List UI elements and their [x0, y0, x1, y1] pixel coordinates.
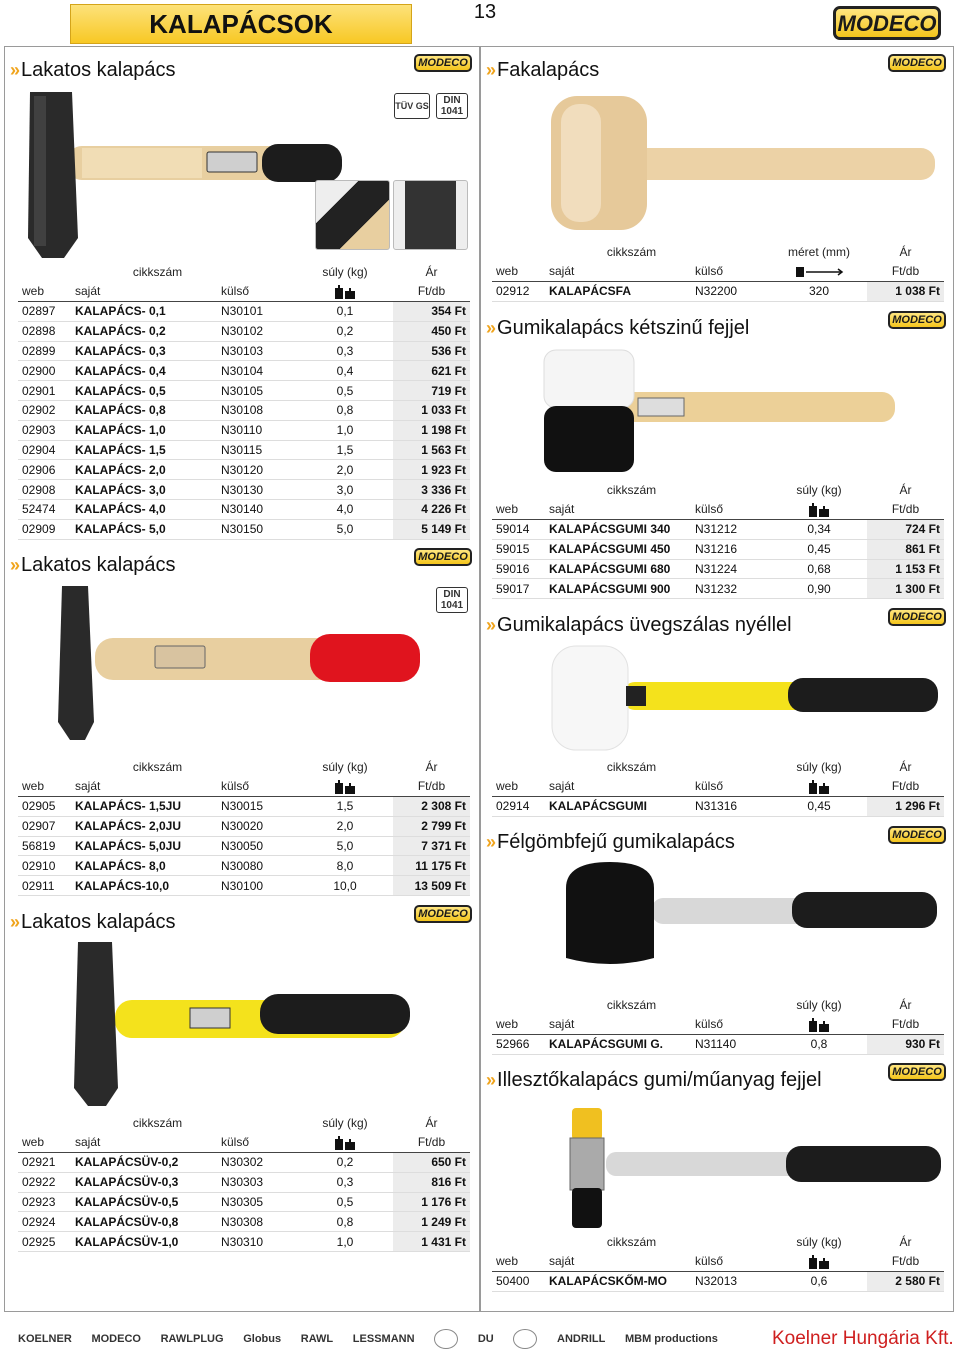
own-code: KALAPÁCSFA: [545, 282, 691, 302]
price: 536 Ft: [393, 341, 470, 361]
table-row: [18, 420, 470, 440]
value: 3,0: [297, 480, 393, 500]
table-row: [492, 1272, 944, 1292]
price: 5 149 Ft: [393, 519, 470, 539]
web-code: 59014: [492, 520, 545, 540]
footer-logo-strip: [18, 1326, 718, 1352]
own-code: KALAPÁCSÜV-1,0: [71, 1232, 217, 1252]
page-title: KALAPÁCSOK: [70, 4, 412, 44]
section-title-felgombfeju: »Félgömbfejű gumikalapács: [486, 831, 735, 853]
web-code: 59016: [492, 559, 545, 579]
modeco-logo: MODECO: [888, 311, 946, 329]
price: 354 Ft: [393, 302, 470, 322]
own-code: KALAPÁCSGUMI: [545, 797, 691, 817]
external-code: N31140: [691, 1035, 771, 1055]
modeco-logo: MODECO: [414, 905, 472, 923]
external-code: N30101: [217, 302, 297, 322]
value: 0,45: [771, 539, 867, 559]
partner-logo: KOELNER: [18, 1333, 72, 1345]
price: 4 226 Ft: [393, 500, 470, 520]
value: 0,90: [771, 579, 867, 599]
value: 0,8: [297, 401, 393, 421]
table-row: [18, 321, 470, 341]
lakatos-hammer-fiberglass-image: [60, 938, 420, 1108]
web-code: 02907: [18, 816, 71, 836]
web-code: 02905: [18, 797, 71, 817]
tuv-gs-cert-icon: TÜV GS: [394, 93, 430, 119]
external-code: N30305: [217, 1192, 297, 1212]
price: 1 153 Ft: [867, 559, 944, 579]
table-row: [18, 341, 470, 361]
external-code: N30100: [217, 876, 297, 896]
external-code: N30115: [217, 440, 297, 460]
web-code: 56819: [18, 836, 71, 856]
wooden-mallet-image: [545, 92, 940, 237]
value: 5,0: [297, 836, 393, 856]
value: 320: [771, 282, 867, 302]
web-code: 02910: [18, 856, 71, 876]
weight-icon: [334, 285, 356, 299]
footer-company-name: Koelner Hungária Kft.: [772, 1328, 954, 1349]
table-row: [18, 1153, 470, 1173]
weight-icon: [334, 780, 356, 794]
own-code: KALAPÁCS- 1,5JU: [71, 797, 217, 817]
value: 0,3: [297, 341, 393, 361]
table-row: [18, 480, 470, 500]
web-code: 02903: [18, 420, 71, 440]
modeco-logo-header: MODECO: [833, 6, 941, 40]
external-code: N31212: [691, 520, 771, 540]
own-code: KALAPÁCS- 5,0JU: [71, 836, 217, 856]
external-code: N30104: [217, 361, 297, 381]
web-code: 02923: [18, 1192, 71, 1212]
table-row: [18, 1232, 470, 1252]
external-code: N30015: [217, 797, 297, 817]
modeco-logo: MODECO: [888, 826, 946, 844]
modeco-logo: MODECO: [888, 1063, 946, 1081]
two-color-rubber-mallet-image: [540, 346, 900, 476]
web-code: 02902: [18, 401, 71, 421]
value: 0,2: [297, 321, 393, 341]
table-row: [18, 381, 470, 401]
price: 1 300 Ft: [867, 579, 944, 599]
web-code: 02914: [492, 797, 545, 817]
own-code: KALAPÁCS- 8,0: [71, 856, 217, 876]
value: 10,0: [297, 876, 393, 896]
price: 3 336 Ft: [393, 480, 470, 500]
partner-logo: ANDRILL: [557, 1333, 606, 1345]
page-number: 13: [473, 1, 497, 23]
web-code: 50400: [492, 1272, 545, 1292]
own-code: KALAPÁCSÜV-0,5: [71, 1192, 217, 1212]
value: 5,0: [297, 519, 393, 539]
price: 2 799 Ft: [393, 816, 470, 836]
web-code: 52474: [18, 500, 71, 520]
table-row: [492, 520, 944, 540]
length-icon: [794, 265, 844, 279]
external-code: N32200: [691, 282, 771, 302]
own-code: KALAPÁCSGUMI 900: [545, 579, 691, 599]
own-code: KALAPÁCS- 2,0JU: [71, 816, 217, 836]
value: 0,8: [297, 1212, 393, 1232]
price: 13 509 Ft: [393, 876, 470, 896]
web-code: 02897: [18, 302, 71, 322]
lakatos-hammer-image: [12, 88, 352, 260]
partner-logo: RAWLPLUG: [160, 1333, 224, 1345]
value: 0,5: [297, 381, 393, 401]
own-code: KALAPÁCS- 3,0: [71, 480, 217, 500]
table-row: [18, 361, 470, 381]
value: 1,0: [297, 420, 393, 440]
price: 930 Ft: [867, 1035, 944, 1055]
own-code: KALAPÁCS- 1,5: [71, 440, 217, 460]
external-code: N30302: [217, 1153, 297, 1173]
web-code: 02912: [492, 282, 545, 302]
own-code: KALAPÁCS- 0,2: [71, 321, 217, 341]
own-code: KALAPÁCS- 0,5: [71, 381, 217, 401]
price-table-illesztokalapacs: cikkszám súly (kg) Ár web saját külső Ft/db 50400 KALAPÁCSKŐM-MO N32013 0,6 2 580 Ft: [492, 1232, 944, 1292]
price: 1 923 Ft: [393, 460, 470, 480]
price: 7 371 Ft: [393, 836, 470, 856]
table-row: [18, 836, 470, 856]
own-code: KALAPÁCSGUMI 340: [545, 520, 691, 540]
value: 0,3: [297, 1172, 393, 1192]
value: 0,68: [771, 559, 867, 579]
value: 1,5: [297, 440, 393, 460]
external-code: N30150: [217, 519, 297, 539]
own-code: KALAPÁCS- 4,0: [71, 500, 217, 520]
price: 1 198 Ft: [393, 420, 470, 440]
external-code: N30130: [217, 480, 297, 500]
partner-logo: [513, 1329, 537, 1349]
table-row: [18, 856, 470, 876]
external-code: N30140: [217, 500, 297, 520]
partner-logo: RAWL: [300, 1333, 334, 1345]
price: 1 249 Ft: [393, 1212, 470, 1232]
value: 0,5: [297, 1192, 393, 1212]
price: 1 176 Ft: [393, 1192, 470, 1212]
price: 816 Ft: [393, 1172, 470, 1192]
price-table-fakalapacs: cikkszám méret (mm) Ár web saját külső Ft/db 02912 KALAPÁCSFA N32200 320 1 038 Ft: [492, 242, 944, 302]
price-table-lakatos-3: cikkszám súly (kg) Ár web saját külső Ft/db 02921 KALAPÁCSÜV-0,2 N30302 0,2 650 Ft 02922 KALAPÁCSÜV-0,3 N30303 0,3 816 Ft 02923 KALAPÁCSÜV-0,5 N30305 0,5 1 176 Ft 02924 KALAPÁCSÜV-0,8 N30308 0,8 1 249 Ft 02925 KALAPÁCSÜV-1,0 N30310 1,0 1 431 Ft: [18, 1113, 470, 1252]
weight-icon: [808, 1255, 830, 1269]
value: 2,0: [297, 460, 393, 480]
table-row: [18, 519, 470, 539]
own-code: KALAPÁCS- 0,4: [71, 361, 217, 381]
own-code: KALAPÁCS- 0,3: [71, 341, 217, 361]
price: 861 Ft: [867, 539, 944, 559]
value: 2,0: [297, 816, 393, 836]
value: 0,2: [297, 1153, 393, 1173]
din-cert-icon: DIN 1041: [436, 587, 468, 613]
external-code: N32013: [691, 1272, 771, 1292]
own-code: KALAPÁCSÜV-0,8: [71, 1212, 217, 1232]
table-row: [18, 500, 470, 520]
external-code: N31216: [691, 539, 771, 559]
price: 2 308 Ft: [393, 797, 470, 817]
section-title-lakatos-3: »Lakatos kalapács: [10, 911, 176, 933]
table-row: [492, 539, 944, 559]
table-row: [492, 1035, 944, 1055]
own-code: KALAPÁCSGUMI G.: [545, 1035, 691, 1055]
external-code: N30120: [217, 460, 297, 480]
web-code: 02906: [18, 460, 71, 480]
half-round-rubber-mallet-image: [562, 858, 942, 973]
modeco-logo: MODECO: [888, 54, 946, 72]
fiberglass-rubber-mallet-image: [548, 642, 943, 754]
web-code: 02904: [18, 440, 71, 460]
section-title-lakatos-1: »Lakatos kalapács: [10, 59, 176, 81]
section-title-gumikalapacs-ketszinu: »Gumikalapács kétszinű fejjel: [486, 317, 750, 339]
table-row: [18, 440, 470, 460]
web-code: 52966: [492, 1035, 545, 1055]
external-code: N30303: [217, 1172, 297, 1192]
own-code: KALAPÁCS- 2,0: [71, 460, 217, 480]
own-code: KALAPÁCSÜV-0,2: [71, 1153, 217, 1173]
web-code: 02899: [18, 341, 71, 361]
external-code: N30308: [217, 1212, 297, 1232]
weight-icon: [808, 1018, 830, 1032]
section-title-gumikalapacs-uvegszalas: »Gumikalapács üvegszálas nyéllel: [486, 614, 792, 636]
hammer-detail-thumb-1: [315, 180, 390, 250]
web-code: 59015: [492, 539, 545, 559]
value: 0,4: [297, 361, 393, 381]
own-code: KALAPÁCSÜV-0,3: [71, 1172, 217, 1192]
value: 0,6: [771, 1272, 867, 1292]
own-code: KALAPÁCS- 1,0: [71, 420, 217, 440]
web-code: 02911: [18, 876, 71, 896]
external-code: N31224: [691, 559, 771, 579]
price: 450 Ft: [393, 321, 470, 341]
web-code: 59017: [492, 579, 545, 599]
own-code: KALAPÁCS- 0,8: [71, 401, 217, 421]
weight-icon: [334, 1136, 356, 1150]
modeco-logo: MODECO: [414, 54, 472, 72]
external-code: N30105: [217, 381, 297, 401]
price-table-lakatos-1: cikkszám súly (kg) Ár web saját külső Ft/db 02897 KALAPÁCS- 0,1 N30101 0,1 354 Ft 02898 KALAPÁCS- 0,2 N30102 0,2 450 Ft 02899 KALAPÁCS- 0,3 N30103 0,3 536 Ft 02900 KALAPÁCS- 0,4 N30104 0,4 621 Ft 02901 KALAPÁCS- 0,5 N30105 0,5 719 Ft 02902 KALAPÁCS- 0,8 N30108 0,8 1 033 Ft 02903 KALAPÁCS- 1,0 N30110 1,0 1 198 Ft 02904 KALAPÁCS- 1,5 N30115 1,5 1 563 Ft 02906 KALAPÁCS- 2,0 N30120 2,0 1 923 Ft 02908 KALAPÁCS- 3,0 N30130 3,0 3 336 Ft 52474 KALAPÁCS- 4,0 N30140 4,0 4 226 Ft 02909 KALAPÁCS- 5,0 N30150 5,0 5 149 Ft: [18, 262, 470, 540]
web-code: 02925: [18, 1232, 71, 1252]
price-table-lakatos-2: cikkszám súly (kg) Ár web saját külső Ft/db 02905 KALAPÁCS- 1,5JU N30015 1,5 2 308 Ft 02907 KALAPÁCS- 2,0JU N30020 2,0 2 799 Ft 56819 KALAPÁCS- 5,0JU N30050 5,0 7 371 Ft 02910 KALAPÁCS- 8,0 N30080 8,0 11 175 Ft 02911 KALAPÁCS-10,0 N30100 10,0 13 509 Ft: [18, 757, 470, 896]
value: 1,0: [297, 1232, 393, 1252]
price-table-gumikalapacs-uvegszalas: cikkszám súly (kg) Ár web saját külső Ft/db 02914 KALAPÁCSGUMI N31316 0,45 1 296 Ft: [492, 757, 944, 817]
price: 621 Ft: [393, 361, 470, 381]
table-row: [18, 797, 470, 817]
external-code: N30108: [217, 401, 297, 421]
own-code: KALAPÁCS-10,0: [71, 876, 217, 896]
web-code: 02898: [18, 321, 71, 341]
external-code: N30050: [217, 836, 297, 856]
price: 1 296 Ft: [867, 797, 944, 817]
table-row: [18, 302, 470, 322]
own-code: KALAPÁCSGUMI 450: [545, 539, 691, 559]
table-row: [18, 816, 470, 836]
price: 2 580 Ft: [867, 1272, 944, 1292]
value: 0,1: [297, 302, 393, 322]
section-title-illesztokalapacs: »Illesztőkalapács gumi/műanyag fejjel: [486, 1069, 822, 1091]
weight-icon: [808, 780, 830, 794]
price: 11 175 Ft: [393, 856, 470, 876]
table-row: [18, 401, 470, 421]
external-code: N30102: [217, 321, 297, 341]
soft-face-mallet-image: [566, 1104, 946, 1230]
price-table-felgombfeju: cikkszám súly (kg) Ár web saját külső Ft/db 52966 KALAPÁCSGUMI G. N31140 0,8 930 Ft: [492, 995, 944, 1055]
web-code: 02909: [18, 519, 71, 539]
lakatos-hammer-red-handle-image: [40, 582, 430, 742]
web-code: 02924: [18, 1212, 71, 1232]
external-code: N31316: [691, 797, 771, 817]
external-code: N30310: [217, 1232, 297, 1252]
price: 724 Ft: [867, 520, 944, 540]
price-table-gumikalapacs-ketszinu: cikkszám súly (kg) Ár web saját külső Ft/db 59014 KALAPÁCSGUMI 340 N31212 0,34 724 Ft 59015 KALAPÁCSGUMI 450 N31216 0,45 861 Ft 59016 KALAPÁCSGUMI 680 N31224 0,68 1 153 Ft 59017 KALAPÁCSGUMI 900 N31232 0,90 1 300 Ft: [492, 480, 944, 599]
price: 719 Ft: [393, 381, 470, 401]
weight-icon: [808, 503, 830, 517]
partner-logo: DU: [477, 1333, 494, 1345]
partner-logo: MBM productions: [624, 1333, 718, 1345]
value: 0,34: [771, 520, 867, 540]
external-code: N31232: [691, 579, 771, 599]
value: 0,45: [771, 797, 867, 817]
partner-logo: LESSMANN: [352, 1333, 415, 1345]
external-code: N30110: [217, 420, 297, 440]
price: 1 033 Ft: [393, 401, 470, 421]
table-row: [492, 559, 944, 579]
din-cert-icon: DIN 1041: [436, 93, 468, 119]
own-code: KALAPÁCS- 0,1: [71, 302, 217, 322]
price: 1 431 Ft: [393, 1232, 470, 1252]
web-code: 02908: [18, 480, 71, 500]
table-row: [18, 876, 470, 896]
value: 1,5: [297, 797, 393, 817]
price: 1 563 Ft: [393, 440, 470, 460]
external-code: N30103: [217, 341, 297, 361]
table-row: [492, 282, 944, 302]
section-title-fakalapacs: »Fakalapács: [486, 59, 600, 81]
price: 1 038 Ft: [867, 282, 944, 302]
section-title-lakatos-2: »Lakatos kalapács: [10, 554, 176, 576]
modeco-logo: MODECO: [888, 608, 946, 626]
table-row: [492, 797, 944, 817]
partner-logo: [434, 1329, 458, 1349]
table-row: [18, 1212, 470, 1232]
external-code: N30020: [217, 816, 297, 836]
own-code: KALAPÁCSGUMI 680: [545, 559, 691, 579]
table-row: [492, 579, 944, 599]
table-row: [18, 460, 470, 480]
partner-logo: Globus: [243, 1333, 282, 1345]
table-row: [18, 1172, 470, 1192]
own-code: KALAPÁCSKŐM-MO: [545, 1272, 691, 1292]
hammer-detail-thumb-2: [393, 180, 468, 250]
partner-logo: MODECO: [91, 1333, 141, 1345]
own-code: KALAPÁCS- 5,0: [71, 519, 217, 539]
price: 650 Ft: [393, 1153, 470, 1173]
value: 8,0: [297, 856, 393, 876]
web-code: 02901: [18, 381, 71, 401]
external-code: N30080: [217, 856, 297, 876]
value: 4,0: [297, 500, 393, 520]
web-code: 02900: [18, 361, 71, 381]
modeco-logo: MODECO: [414, 548, 472, 566]
table-row: [18, 1192, 470, 1212]
value: 0,8: [771, 1035, 867, 1055]
web-code: 02921: [18, 1153, 71, 1173]
web-code: 02922: [18, 1172, 71, 1192]
